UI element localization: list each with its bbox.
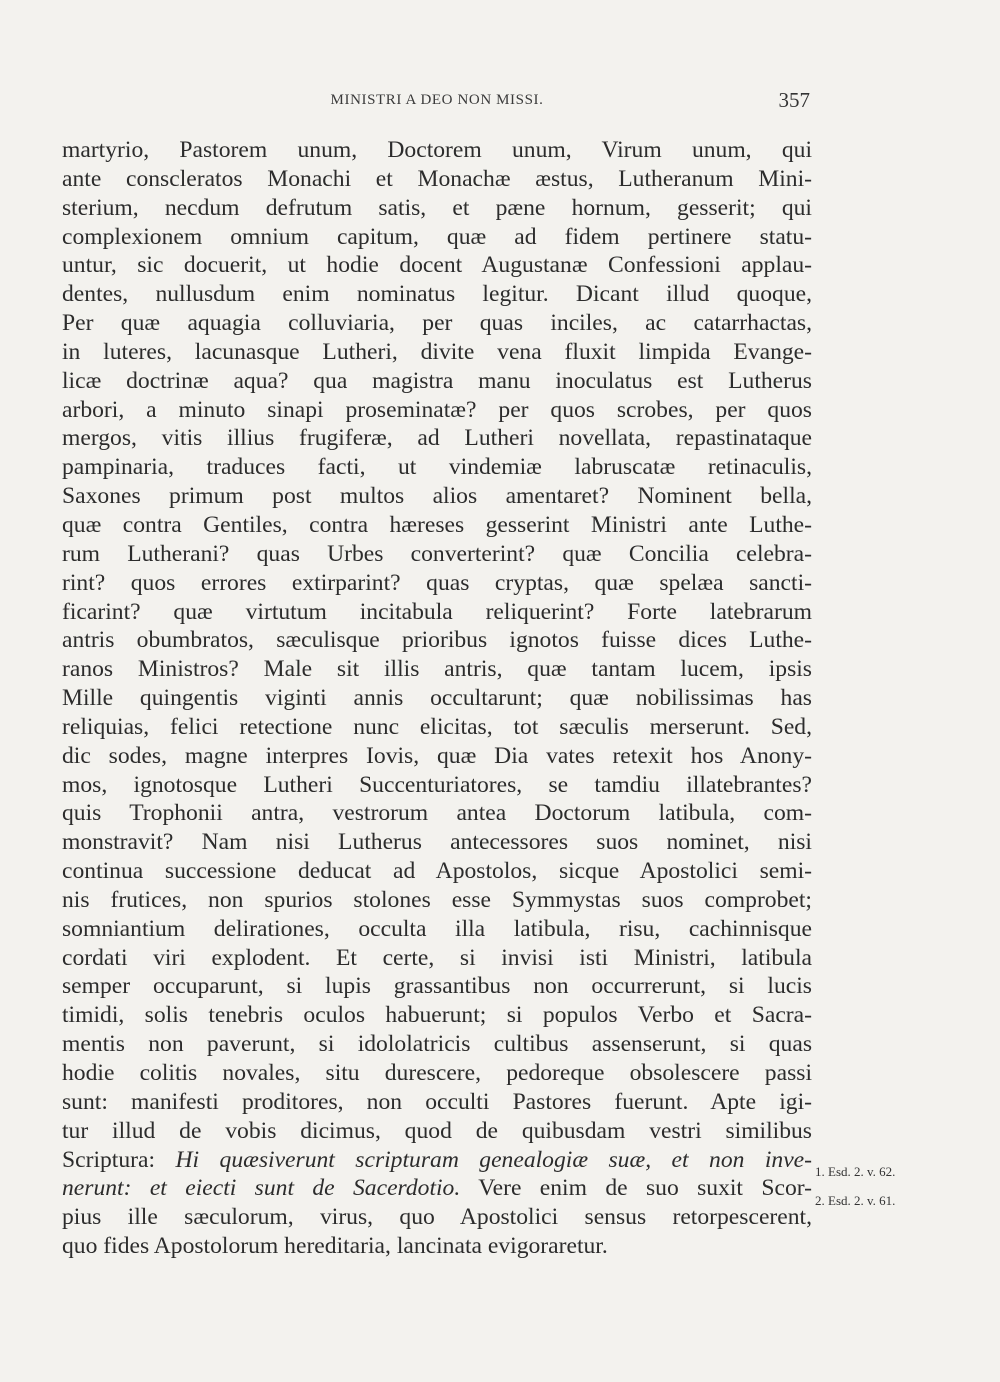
page-number: 357 — [778, 88, 810, 112]
text-line: nis frutices, non spurios stolones esse Symmystas suos comprobet; — [62, 886, 812, 913]
text-line: quæ contra Gentiles, contra hæreses gesserint Ministri ante Luthe- — [62, 511, 812, 538]
text-line: monstravit? Nam nisi Lutherus antecessores suos nominet, nisi — [62, 829, 812, 856]
text-line: timidi, solis tenebris oculos habuerunt; si populos Verbo et Sacra- — [62, 1002, 812, 1029]
text-line: arbori, a minuto sinapi proseminatæ? per quos scrobes, per quos — [62, 396, 812, 423]
text-line: sterium, necdum defrutum satis, et pæne hornum, gesserit; qui — [62, 194, 812, 221]
text-line: in luteres, lacunasque Lutheri, divite vena fluxit limpida Evange- — [62, 338, 812, 365]
text-line: antris obumbratos, sæculisque prioribus ignotos fuisse dices Luthe- — [62, 627, 812, 654]
running-title: MINISTRI A DEO NON MISSI. — [330, 92, 544, 108]
text-line: Mille quingentis viginti annis occultarunt; quæ nobilissimas has — [62, 685, 812, 712]
text-line: mentis non paverunt, si idololatricis cultibus assenserunt, si quas — [62, 1031, 812, 1058]
text-line: cordati viri explodent. Et certe, si invisi isti Ministri, latibula — [62, 944, 812, 971]
text-line: continua successione deducat ad Apostolos, sicque Apostolici semi- — [62, 858, 812, 885]
text-line: ante conscleratos Monachi et Monachæ æstus, Lutheranum Mini- — [62, 165, 812, 192]
text-line: hodie colitis novales, situ durescere, pedoreque obsolescere passi — [62, 1060, 812, 1086]
text-line: pampinaria, traduces facti, ut vindemiæ labruscatæ retinaculis, — [62, 454, 812, 481]
text-line: ficarint? quæ virtutum incitabula reliquerint? Forte latebrarum — [62, 598, 812, 625]
text-line: semper occuparunt, si lupis grassantibus non occurrerunt, si lucis — [62, 973, 812, 1000]
text-run: Scriptura: — [62, 1146, 176, 1173]
text-line: complexionem omnium capitum, quæ ad fidem pertinere statu- — [62, 223, 812, 250]
scripture-quote: Hi quæsiverunt scripturam genealogiæ suæ, et non inve- — [175, 1146, 812, 1173]
text-line: quis Trophonii antra, vestrorum antea Doctorum latibula, com- — [62, 800, 812, 827]
margin-reference: 2. Esd. 2. v. 61. — [815, 1193, 896, 1208]
text-line-scripture — [62, 1146, 812, 1175]
text-line: Saxones primum post multos alios amentaret? Nominent bella, — [62, 483, 812, 510]
text-line: rum Lutherani? quas Urbes converterint? quæ Concilia celebra- — [62, 540, 812, 567]
text-line: quo fides Apostolorum hereditaria, lancinata evigoraretur. — [62, 1233, 608, 1260]
text-line: mergos, vitis illius frugiferæ, ad Lutheri novellata, repastinataque — [62, 425, 812, 452]
text-line: pius ille sæculorum, virus, quo Apostolici sensus retorpescerent, — [62, 1204, 812, 1231]
text-line: somniantium delirationes, occulta illa latibula, risu, cachinnisque — [62, 915, 812, 942]
text-line-scripture — [62, 1174, 812, 1203]
text-run: Vere enim de suo suxit Scor- — [460, 1175, 812, 1202]
text-line: reliquias, felici retectione nunc elicitas, tot sæculis merserunt. Sed, — [62, 713, 812, 740]
text-line: ranos Ministros? Male sit illis antris, quæ tantam lucem, ipsis — [62, 656, 812, 683]
body-text — [62, 136, 812, 1261]
text-line: untur, sic docuerit, ut hodie docent Augustanæ Confessioni applau- — [62, 252, 812, 279]
text-line: tur illud de vobis dicimus, quod de quibusdam vestri similibus — [62, 1117, 812, 1144]
text-line: mos, ignotosque Lutheri Succenturiatores, se tamdiu illatebrantes? — [62, 771, 812, 798]
text-line: sunt: manifesti proditores, non occulti Pastores fuerunt. Apte igi- — [62, 1088, 812, 1115]
text-line: rint? quos errores extirparint? quas cryptas, quæ spelæa sancti- — [62, 569, 812, 596]
scripture-quote: nerunt: et eiecti sunt de Sacerdotio. — [62, 1175, 461, 1202]
text-line: martyrio, Pastorem unum, Doctorem unum, Virum unum, qui — [62, 137, 812, 163]
text-line: licæ doctrinæ aqua? qua magistra manu inoculatus est Lutherus — [62, 367, 812, 394]
page-header — [62, 90, 812, 114]
text-line: Per quæ aquagia colluviaria, per quas inciles, ac catarrhactas, — [62, 310, 812, 337]
margin-reference: 1. Esd. 2. v. 62. — [815, 1164, 896, 1179]
text-line: dentes, nullusdum enim nominatus legitur. Dicant illud quoque, — [62, 281, 812, 308]
text-line: dic sodes, magne interpres Iovis, quæ Dia vates retexit hos Anony- — [62, 742, 812, 769]
